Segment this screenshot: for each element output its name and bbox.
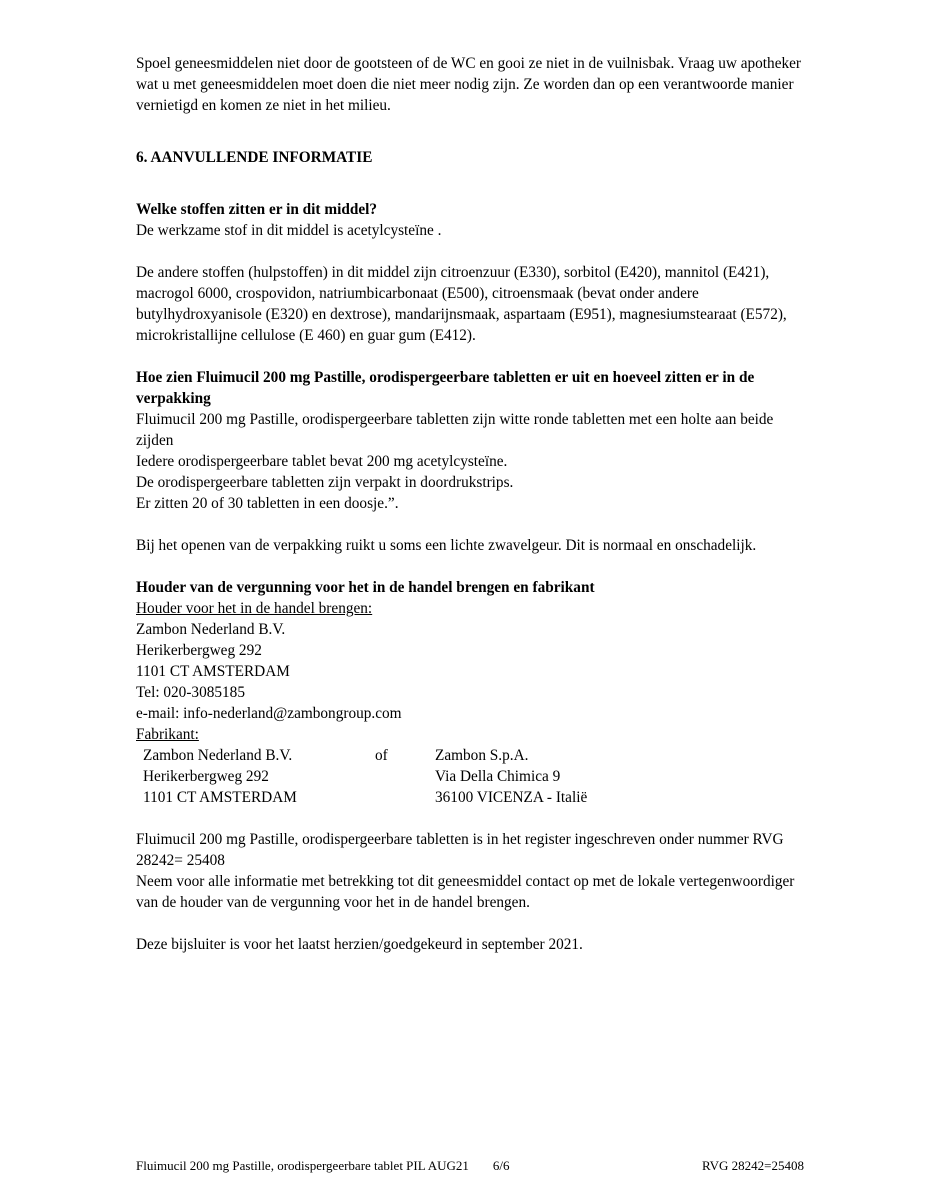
manufacturer-row [143,766,804,787]
page-footer [136,1157,804,1175]
active-substance-line: De werkzame stof in dit middel is acetylcysteïne . [136,222,442,239]
manufacturer-spacer [375,787,435,808]
excipients-paragraph: De andere stoffen (hulpstoffen) in dit middel zijn citroenzuur (E330), sorbitol (E420), mannitol (E421), macrogol 6000, crospovidon, natriumbicarbonaat (E500), citroensmaak (bevat onder andere butylhydroxyanisole (E320) en dextrose), mandarijnsmaak, aspartaam (E951), magnesiumstearaat (E572), microkristallijne cellulose (E 460) en guar gum (E412). [136,264,787,344]
manufacturer-row [143,787,804,808]
spacer [136,137,804,147]
spacer [136,913,804,934]
revision-paragraph: Deze bijsluiter is voor het laatst herzien/goedgekeurd in september 2021. [136,936,583,953]
footer-document-title: Fluimucil 200 mg Pastille, orodispergeerbare tablet PIL AUG21 [136,1158,469,1173]
manufacturer-it-street: Via Della Chimica 9 [435,768,561,785]
manufacturer-row [143,745,804,766]
local-representative-paragraph: Neem voor alle informatie met betrekking tot dit geneesmiddel contact op met de lokale vertegenwoordiger van de houder van de vergunning voor het in de handel brengen. [136,873,795,911]
document-content [136,53,804,955]
manufacturer-nl-street: Herikerbergweg 292 [143,768,269,785]
disposal-paragraph: Spoel geneesmiddelen niet door de gootsteen of de WC en gooi ze niet in de vuilnisbak. Vraag uw apotheker wat u met geneesmiddelen moet doen die niet meer nodig zijn. Ze worden dan op een verantwoorde manier vernietigd en komen ze niet in het milieu. [136,55,802,114]
registration-paragraph: Fluimucil 200 mg Pastille, orodispergeerbare tabletten is in het register ingeschreven onder nummer RVG 28242= 25408 [136,831,784,869]
holder-line-city: 1101 CT AMSTERDAM [136,663,290,680]
manufacturer-label: Fabrikant: [136,726,199,743]
spacer [136,556,804,577]
holder-line-company: Zambon Nederland B.V. [136,621,286,638]
manufacturer-spacer [375,766,435,787]
smell-paragraph: Bij het openen van de verpakking ruikt u soms een lichte zwavelgeur. Dit is normaal en onschadelijk. [136,537,757,554]
appearance-line-2: Iedere orodispergeerbare tablet bevat 200 mg acetylcysteïne. [136,453,508,470]
footer-page-number: 6/6 [492,1158,510,1173]
spacer [136,116,804,137]
manufacturer-conjunction: of [375,747,388,764]
appearance-line-3: De orodispergeerbare tabletten zijn verpakt in doordrukstrips. [136,474,514,491]
holder-line-email: e-mail: info-nederland@zambongroup.com [136,705,402,722]
section-heading-6: 6. AANVULLENDE INFORMATIE [136,149,373,166]
manufacturer-nl-city: 1101 CT AMSTERDAM [143,789,297,806]
holder-line-phone: Tel: 020-3085185 [136,684,245,701]
spacer [136,346,804,367]
spacer [136,514,804,535]
footer-rvg-number: RVG 28242=25408 [702,1158,804,1173]
appearance-line-1: Fluimucil 200 mg Pastille, orodispergeerbare tabletten zijn witte ronde tabletten met een holte aan beide zijden [136,411,774,449]
spacer [136,168,804,189]
appearance-line-4: Er zitten 20 of 30 tabletten in een doosje.”. [136,495,399,512]
manufacturer-block [143,745,804,808]
manufacturer-it-company: Zambon S.p.A. [435,747,529,764]
spacer [136,189,804,199]
manufacturer-nl-company: Zambon Nederland B.V. [143,747,293,764]
authorisation-heading: Houder van de vergunning voor het in de handel brengen en fabrikant [136,579,595,596]
spacer [136,808,804,829]
substances-heading: Welke stoffen zitten er in dit middel? [136,201,378,218]
appearance-heading: Hoe zien Fluimucil 200 mg Pastille, orodispergeerbare tabletten er uit en hoeveel zitten er in de verpakking [136,369,755,407]
holder-line-street: Herikerbergweg 292 [136,642,262,659]
spacer [136,241,804,262]
holder-label: Houder voor het in de handel brengen: [136,600,373,617]
manufacturer-it-city: 36100 VICENZA - Italië [435,789,588,806]
